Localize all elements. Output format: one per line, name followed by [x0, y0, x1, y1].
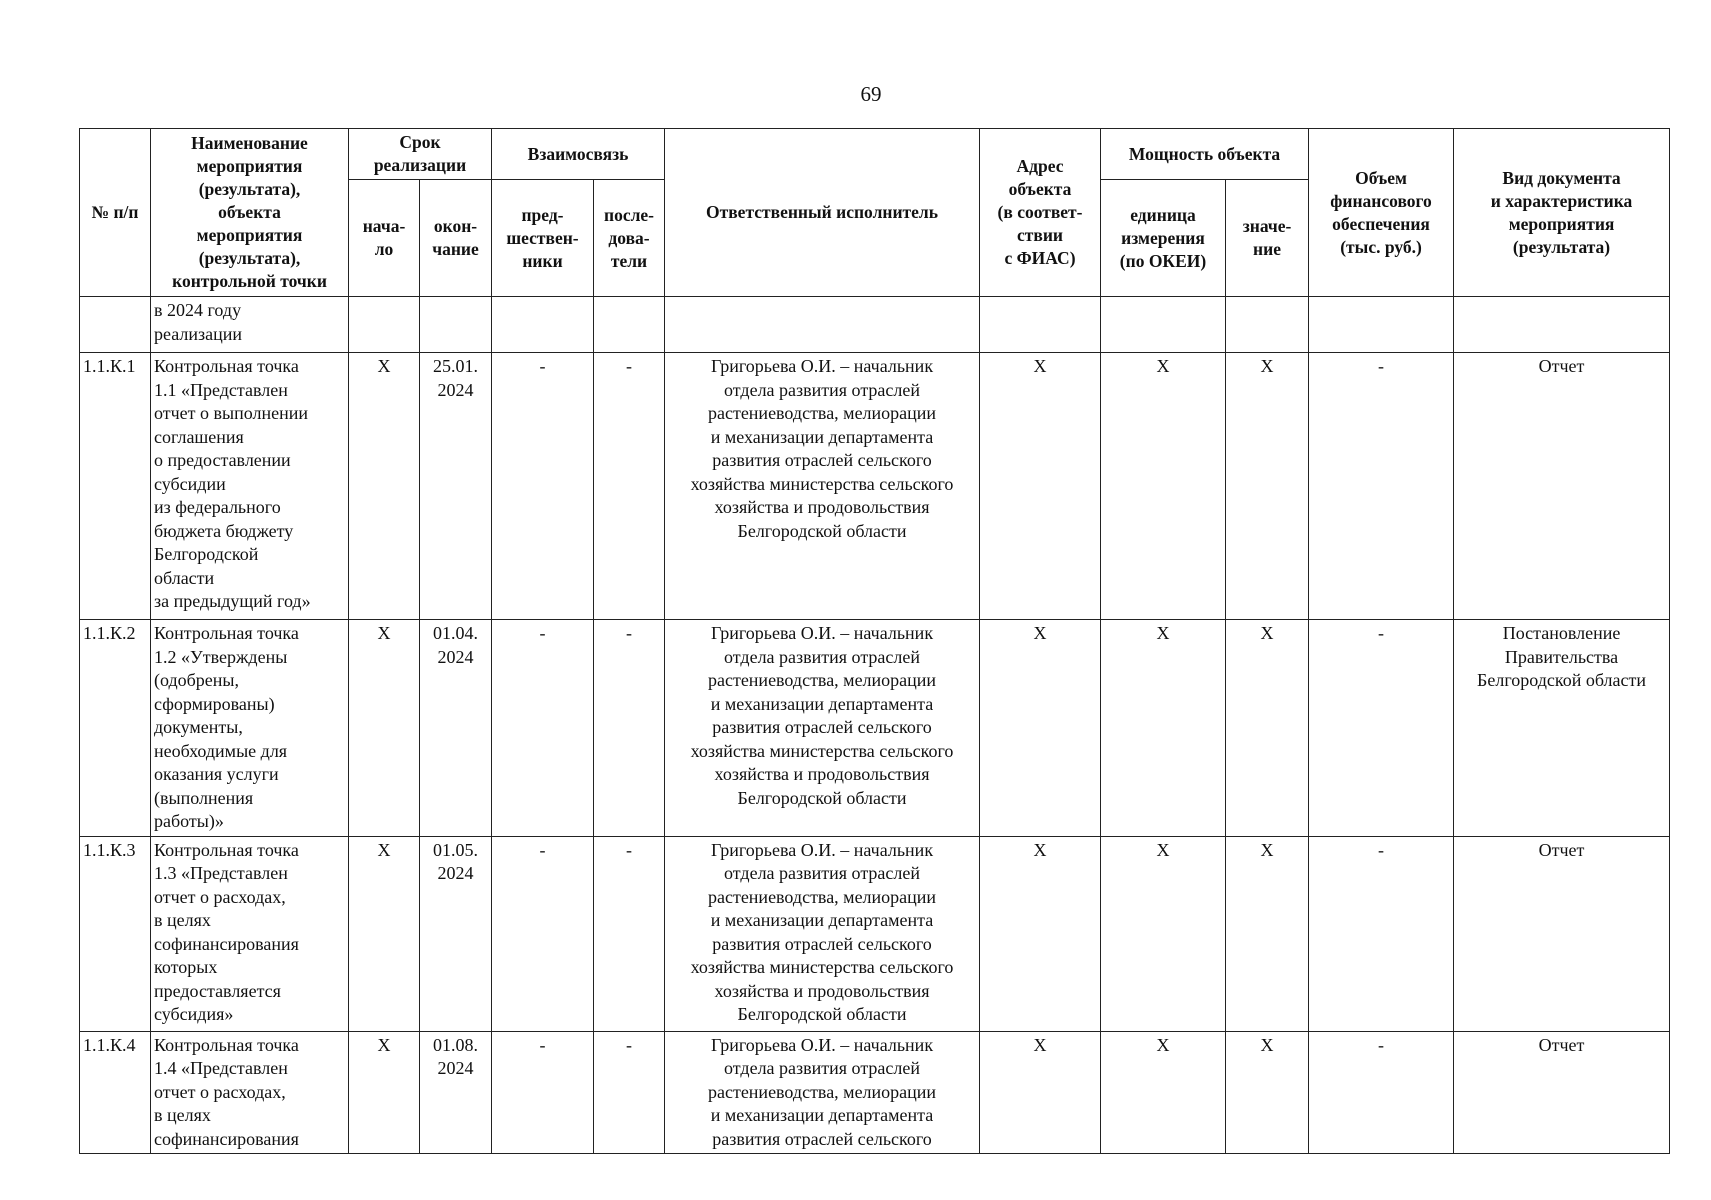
cell-executor: Григорьева О.И. – начальник отдела развития отраслей растениеводства, мелиорации и механизации департамента развития отраслей сельского хозяйства министерства сельского хозяйства и продовольствия Белгородской области: [665, 836, 980, 1031]
cell-num: 1.1.К.1: [80, 353, 151, 620]
cell-executor: Григорьева О.И. – начальник отдела развития отраслей растениеводства, мелиорации и механизации департамента развития отраслей сельского хозяйства министерства сельского хозяйства и продовольствия Белгородской области: [665, 353, 980, 620]
cell-num: 1.1.К.4: [80, 1031, 151, 1154]
table-row-continuation: [80, 297, 1670, 353]
cell-empty: [1454, 297, 1670, 353]
header-num: № п/п: [80, 129, 151, 297]
cell-empty: [980, 297, 1101, 353]
table-header: [80, 129, 1670, 297]
cell-finance: -: [1309, 620, 1454, 837]
header-capacity: Мощность объекта: [1101, 129, 1309, 180]
table-row: [80, 353, 1670, 620]
cell-name: в 2024 году реализации: [151, 297, 349, 353]
cell-address: X: [980, 1031, 1101, 1154]
cell-successors: -: [594, 353, 665, 620]
cell-end: 01.08. 2024: [420, 1031, 492, 1154]
cell-end: 01.05. 2024: [420, 836, 492, 1031]
cell-address: X: [980, 836, 1101, 1031]
cell-end: 25.01. 2024: [420, 353, 492, 620]
cell-successors: -: [594, 620, 665, 837]
cell-empty: [594, 297, 665, 353]
cell-successors: -: [594, 836, 665, 1031]
cell-predecessors: -: [492, 620, 594, 837]
cell-start: X: [349, 1031, 420, 1154]
cell-num: 1.1.К.2: [80, 620, 151, 837]
cell-value: X: [1226, 620, 1309, 837]
cell-empty: [80, 297, 151, 353]
header-value: значе- ние: [1226, 180, 1309, 297]
cell-empty: [492, 297, 594, 353]
cell-doc: Постановление Правительства Белгородской области: [1454, 620, 1670, 837]
cell-empty: [420, 297, 492, 353]
header-doc-type: Вид документа и характеристика мероприятия (результата): [1454, 129, 1670, 297]
cell-end: 01.04. 2024: [420, 620, 492, 837]
cell-finance: -: [1309, 836, 1454, 1031]
header-period-start: нача- ло: [349, 180, 420, 297]
cell-empty: [665, 297, 980, 353]
header-period: Срок реализации: [349, 129, 492, 180]
cell-predecessors: -: [492, 1031, 594, 1154]
cell-doc: Отчет: [1454, 836, 1670, 1031]
cell-finance: -: [1309, 353, 1454, 620]
cell-value: X: [1226, 836, 1309, 1031]
header-period-end: окон- чание: [420, 180, 492, 297]
cell-doc: Отчет: [1454, 353, 1670, 620]
measures-table: [79, 128, 1670, 1154]
cell-unit: X: [1101, 353, 1226, 620]
cell-value: X: [1226, 1031, 1309, 1154]
cell-empty: [1309, 297, 1454, 353]
cell-unit: X: [1101, 1031, 1226, 1154]
cell-start: X: [349, 620, 420, 837]
cell-empty: [1101, 297, 1226, 353]
cell-finance: -: [1309, 1031, 1454, 1154]
cell-unit: X: [1101, 836, 1226, 1031]
cell-name: Контрольная точка 1.4 «Представлен отчет о расходах, в целях софинансирования: [151, 1031, 349, 1154]
header-finance: Объем финансового обеспечения (тыс. руб.): [1309, 129, 1454, 297]
cell-num: 1.1.К.3: [80, 836, 151, 1031]
cell-executor: Григорьева О.И. – начальник отдела развития отраслей растениеводства, мелиорации и механизации департамента развития отраслей сельского хозяйства министерства сельского хозяйства и продовольствия Белгородской области: [665, 620, 980, 837]
cell-value: X: [1226, 353, 1309, 620]
cell-start: X: [349, 836, 420, 1031]
cell-name: Контрольная точка 1.3 «Представлен отчет о расходах, в целях софинансирования которых предоставляется субсидия»: [151, 836, 349, 1031]
header-name: Наименование мероприятия (результата), объекта мероприятия (результата), контрольной точки: [151, 129, 349, 297]
cell-predecessors: -: [492, 836, 594, 1031]
cell-name: Контрольная точка 1.2 «Утверждены (одобрены, сформированы) документы, необходимые для оказания услуги (выполнения работы)»: [151, 620, 349, 837]
table-row: [80, 836, 1670, 1031]
header-predecessors: пред- шествен- ники: [492, 180, 594, 297]
cell-empty: [349, 297, 420, 353]
cell-empty: [1226, 297, 1309, 353]
table-row: [80, 620, 1670, 837]
cell-predecessors: -: [492, 353, 594, 620]
table-body: [80, 297, 1670, 1154]
page-number: 69: [860, 82, 882, 106]
header-address: Адрес объекта (в соответ- ствии с ФИАС): [980, 129, 1101, 297]
cell-unit: X: [1101, 620, 1226, 837]
cell-start: X: [349, 353, 420, 620]
cell-address: X: [980, 620, 1101, 837]
header-unit: единица измерения (по ОКЕИ): [1101, 180, 1226, 297]
cell-name: Контрольная точка 1.1 «Представлен отчет о выполнении соглашения о предоставлении субсидии из федерального бюджета бюджету Белгородской области за предыдущий год»: [151, 353, 349, 620]
cell-successors: -: [594, 1031, 665, 1154]
header-successors: после- дова- тели: [594, 180, 665, 297]
header-executor: Ответственный исполнитель: [665, 129, 980, 297]
cell-doc: Отчет: [1454, 1031, 1670, 1154]
table-row: [80, 1031, 1670, 1154]
cell-address: X: [980, 353, 1101, 620]
header-relation: Взаимосвязь: [492, 129, 665, 180]
cell-executor: Григорьева О.И. – начальник отдела развития отраслей растениеводства, мелиорации и механизации департамента развития отраслей сельского: [665, 1031, 980, 1154]
